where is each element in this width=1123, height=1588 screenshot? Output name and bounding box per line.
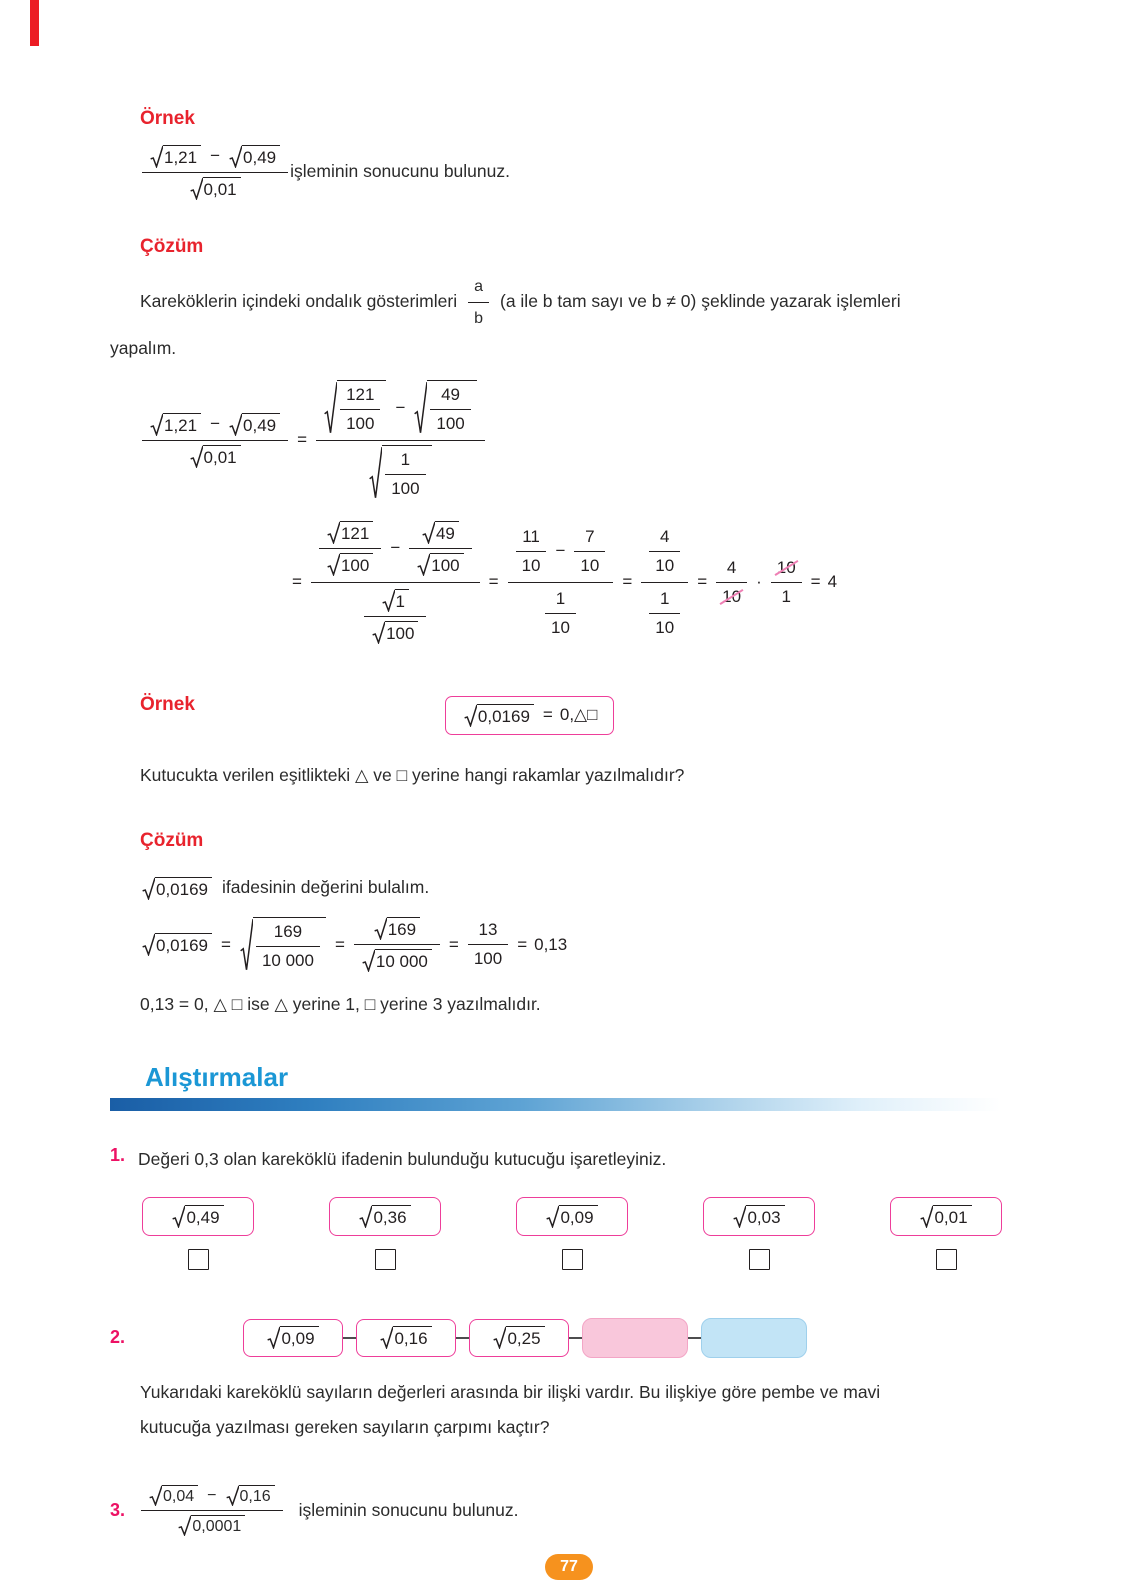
sqrt — [172, 1205, 223, 1228]
solution1-heading: Çözüm — [140, 235, 204, 257]
fraction — [641, 523, 688, 642]
radicand: 1,21 — [163, 413, 201, 436]
fraction — [319, 519, 381, 578]
sqrt — [422, 521, 459, 544]
example2-equation-box — [445, 696, 614, 735]
sqrt — [178, 1515, 245, 1536]
numerator: 4 — [726, 557, 737, 577]
fraction — [256, 920, 320, 973]
radical-icon — [369, 445, 382, 501]
question-2-text-line2: kutucuğa yazılması gereken sayıların çarpımı kaçtır? — [140, 1417, 550, 1438]
answer-option — [703, 1197, 815, 1270]
chain-connector — [456, 1337, 469, 1339]
sqrt — [267, 1326, 318, 1349]
radicand: 49 — [435, 521, 459, 544]
exercises-heading: Alıştırmalar — [145, 1061, 289, 1092]
sqrt — [362, 949, 432, 972]
operator-minus: − — [207, 1486, 217, 1504]
sqrt — [229, 413, 280, 436]
question-2-number: 2. — [110, 1327, 126, 1348]
cancelled-number: 10 — [722, 586, 742, 606]
operator-equals: = — [334, 934, 345, 954]
radical-icon — [229, 413, 242, 436]
operator-equals: = — [697, 572, 708, 592]
radical-icon — [733, 1205, 746, 1228]
solution2-intro-text: ifadesinin değerini bulalım. — [222, 877, 430, 898]
question-3 — [110, 1483, 1028, 1538]
radical-icon — [229, 145, 242, 168]
operator-equals: = — [292, 572, 302, 592]
radical-icon — [149, 1485, 162, 1506]
radicand: 100 — [340, 553, 373, 576]
example2-heading: Örnek — [140, 693, 195, 715]
radical-icon — [493, 1326, 506, 1349]
operator-equals: = — [488, 572, 499, 592]
radicand — [253, 917, 326, 973]
option-checkbox[interactable] — [375, 1249, 396, 1270]
denominator: 10 — [649, 551, 680, 578]
sqrt — [369, 445, 431, 501]
example2-question: Kutucukta verilen eşitlikteki △ ve □ yerine hangi rakamlar yazılmalıdır? — [140, 764, 685, 785]
radical-icon — [324, 380, 337, 436]
option-box — [329, 1197, 441, 1236]
result-value: 4 — [827, 572, 838, 592]
radical-icon — [226, 1485, 239, 1506]
example2-header-row — [140, 694, 1028, 735]
numerator: 1 — [400, 449, 411, 469]
sqrt — [240, 917, 326, 973]
sqrt — [150, 145, 201, 168]
question-1-options — [142, 1197, 1002, 1270]
fraction — [545, 587, 576, 640]
solution1-intro-line2: yapalım. — [110, 337, 177, 358]
denominator: 10 — [649, 613, 680, 640]
radical-icon — [150, 413, 163, 436]
radicand: 0,09 — [280, 1326, 318, 1349]
radical-icon — [374, 917, 387, 940]
numerator: 169 — [273, 921, 303, 941]
option-box — [703, 1197, 815, 1236]
option-checkbox[interactable] — [749, 1249, 770, 1270]
result-value: 0,13 — [534, 934, 568, 954]
operator-dot: · — [756, 572, 762, 592]
radical-icon — [172, 1205, 185, 1228]
radicand: 100 — [430, 553, 463, 576]
operator-equals: = — [542, 705, 553, 725]
fraction — [574, 525, 605, 578]
radicand: 0,0169 — [155, 877, 212, 900]
fraction — [649, 587, 680, 640]
equation-rhs: 0,△□ — [559, 705, 598, 725]
fraction — [354, 915, 440, 974]
cancelled-number: 10 — [776, 557, 796, 577]
solution2-final: 0,13 = 0, △ □ ise △ yerine 1, □ yerine 3 yazılmalıdır. — [140, 994, 541, 1015]
page-number-badge: 77 — [545, 1554, 593, 1580]
fraction — [716, 556, 747, 609]
fraction — [311, 517, 480, 648]
radical-icon — [362, 949, 375, 972]
chain-box — [356, 1319, 456, 1357]
denominator: 1 — [771, 582, 802, 609]
radical-icon — [414, 380, 427, 436]
fraction — [430, 383, 470, 436]
radicand: 0,01 — [203, 177, 241, 200]
numerator: 11 — [522, 526, 540, 546]
fraction — [316, 378, 485, 503]
radical-icon — [546, 1205, 559, 1228]
sqrt — [190, 445, 241, 468]
sqrt — [380, 1326, 431, 1349]
fraction — [141, 1483, 283, 1538]
radicand: 0,49 — [242, 145, 280, 168]
answer-option — [890, 1197, 1002, 1270]
radicand: 1,21 — [163, 145, 201, 168]
radicand: 0,04 — [162, 1485, 198, 1506]
sqrt — [142, 933, 212, 956]
operator-equals: = — [448, 934, 459, 954]
example1-expression — [140, 143, 1028, 202]
radical-icon — [142, 877, 155, 900]
radicand: 0,01 — [203, 445, 241, 468]
radicand: 0,09 — [559, 1205, 597, 1228]
fraction — [508, 523, 614, 642]
sqrt — [374, 917, 420, 940]
radical-icon — [417, 553, 430, 576]
radicand — [337, 380, 386, 436]
radicand: 0,03 — [746, 1205, 784, 1228]
sqrt — [414, 380, 476, 436]
radicand: 0,0001 — [191, 1515, 245, 1536]
question-1-number: 1. — [110, 1144, 126, 1165]
option-checkbox[interactable] — [936, 1249, 957, 1270]
radical-icon — [240, 917, 253, 973]
solution1-work-line2 — [285, 517, 1028, 648]
radicand: 0,16 — [239, 1485, 275, 1506]
fraction — [142, 411, 288, 470]
fraction — [340, 383, 380, 436]
operator-minus: − — [210, 146, 221, 166]
radicand — [427, 380, 476, 436]
radical-icon — [178, 1515, 191, 1536]
question-2-chain-row — [110, 1318, 1028, 1358]
radicand: 0,25 — [506, 1326, 544, 1349]
answer-option — [516, 1197, 628, 1270]
denominator: 10 — [574, 551, 605, 578]
fraction — [516, 525, 547, 578]
sqrt — [546, 1205, 597, 1228]
radical-icon — [920, 1205, 933, 1228]
intro-text-before: Kareköklerin içindeki ondalık gösterimleri — [140, 291, 458, 312]
denominator: b — [468, 302, 489, 332]
sqrt — [920, 1205, 971, 1228]
operator-equals: = — [517, 934, 528, 954]
operator-equals: = — [297, 430, 308, 450]
solution1-intro-line1 — [140, 273, 1028, 332]
fraction — [385, 448, 425, 501]
numerator: 121 — [346, 384, 375, 404]
question-1-text: Değeri 0,3 olan kareköklü ifadenin bulunduğu kutucuğu işaretleyiniz. — [138, 1148, 667, 1169]
sqrt — [149, 1485, 198, 1506]
radical-icon — [190, 445, 203, 468]
chain-connector — [688, 1337, 701, 1339]
number-chain — [243, 1318, 807, 1358]
radicand: 100 — [385, 621, 418, 644]
numerator: 7 — [585, 526, 595, 546]
sqrt — [142, 877, 212, 900]
intro-text-after: (a ile b tam sayı ve b ≠ 0) şeklinde yazarak işlemleri — [500, 291, 901, 312]
question-1 — [110, 1145, 1028, 1175]
sqrt — [417, 553, 463, 576]
solution2-work-line — [140, 915, 1028, 974]
radicand: 0,49 — [242, 413, 280, 436]
radicand: 0,16 — [393, 1326, 431, 1349]
radical-icon — [327, 553, 340, 576]
option-box — [890, 1197, 1002, 1236]
question-3-prompt: işleminin sonucunu bulunuz. — [298, 1499, 519, 1520]
chain-connector — [343, 1337, 356, 1339]
sqrt — [372, 621, 418, 644]
radicand: 0,49 — [185, 1205, 223, 1228]
numerator: 1 — [555, 588, 566, 608]
fraction — [468, 918, 508, 971]
operator-equals: = — [810, 572, 821, 592]
radical-icon — [359, 1205, 372, 1228]
question-3-number: 3. — [110, 1500, 126, 1521]
solution2-heading: Çözüm — [140, 830, 204, 852]
operator-equals: = — [622, 572, 633, 592]
sqrt — [733, 1205, 784, 1228]
option-checkbox[interactable] — [188, 1249, 209, 1270]
radical-icon — [150, 145, 163, 168]
fraction — [409, 519, 471, 578]
radical-icon — [190, 177, 203, 200]
operator-minus: − — [555, 541, 566, 561]
sqrt — [324, 380, 386, 436]
fraction-a-over-b — [468, 273, 489, 332]
fraction — [142, 143, 288, 202]
numerator: 13 — [478, 920, 498, 940]
radicand: 10 000 — [375, 949, 432, 972]
chain-connector — [569, 1337, 582, 1339]
sqrt — [190, 177, 241, 200]
operator-minus: − — [390, 538, 401, 558]
radicand: 169 — [387, 917, 420, 940]
radical-icon — [382, 589, 395, 612]
radical-icon — [142, 933, 155, 956]
chain-box — [243, 1319, 343, 1357]
radicand: 121 — [340, 521, 373, 544]
sqrt — [464, 704, 534, 727]
denominator: 100 — [468, 944, 508, 971]
denominator: 10 — [545, 613, 576, 640]
denominator: 100 — [385, 474, 425, 501]
denominator: 10 — [516, 551, 547, 578]
exercises-divider-bar — [110, 1098, 1028, 1111]
sqrt — [359, 1205, 410, 1228]
option-box — [516, 1197, 628, 1236]
radical-icon — [327, 521, 340, 544]
sqrt — [493, 1326, 544, 1349]
option-checkbox[interactable] — [562, 1249, 583, 1270]
radical-icon — [422, 521, 435, 544]
example1-heading: Örnek — [140, 108, 195, 129]
sqrt — [150, 413, 201, 436]
radicand: 0,01 — [933, 1205, 971, 1228]
option-box — [142, 1197, 254, 1236]
fraction — [771, 556, 802, 609]
example1-prompt: işleminin sonucunu bulunuz. — [290, 161, 510, 182]
sqrt — [229, 145, 280, 168]
sqrt — [226, 1485, 275, 1506]
radicand: 0,0169 — [477, 704, 534, 727]
chain-box — [469, 1319, 569, 1357]
solution1-work-line1 — [140, 378, 1028, 503]
denominator: 10 000 — [256, 946, 320, 973]
radical-icon — [267, 1326, 280, 1349]
radical-icon — [380, 1326, 393, 1349]
numerator: 49 — [441, 384, 461, 404]
pink-answer-box[interactable] — [582, 1318, 688, 1358]
numerator: 1 — [660, 588, 670, 608]
sqrt — [382, 589, 409, 612]
operator-minus: − — [395, 397, 406, 417]
radical-icon — [372, 621, 385, 644]
sqrt — [327, 553, 373, 576]
radicand: 0,36 — [372, 1205, 410, 1228]
page-edge-mark — [30, 0, 39, 46]
numerator: a — [474, 277, 483, 295]
denominator: 100 — [430, 409, 470, 436]
operator-equals: = — [221, 934, 231, 954]
answer-option — [329, 1197, 441, 1270]
radicand — [382, 445, 431, 501]
sqrt — [327, 521, 373, 544]
fraction — [364, 587, 426, 646]
fraction — [649, 525, 680, 578]
operator-minus: − — [210, 414, 221, 434]
numerator: 4 — [660, 526, 670, 546]
solution2-intro — [140, 873, 1028, 903]
blue-answer-box[interactable] — [701, 1318, 807, 1358]
radicand: 0,0169 — [155, 933, 212, 956]
answer-option — [142, 1197, 254, 1270]
question-2-text-line1: Yukarıdaki kareköklü sayıların değerleri arasında bir ilişki vardır. Bu ilişkiye göre pembe ve mavi — [140, 1381, 881, 1402]
denominator: 100 — [340, 409, 380, 436]
radicand: 1 — [395, 589, 409, 612]
radical-icon — [464, 704, 477, 727]
